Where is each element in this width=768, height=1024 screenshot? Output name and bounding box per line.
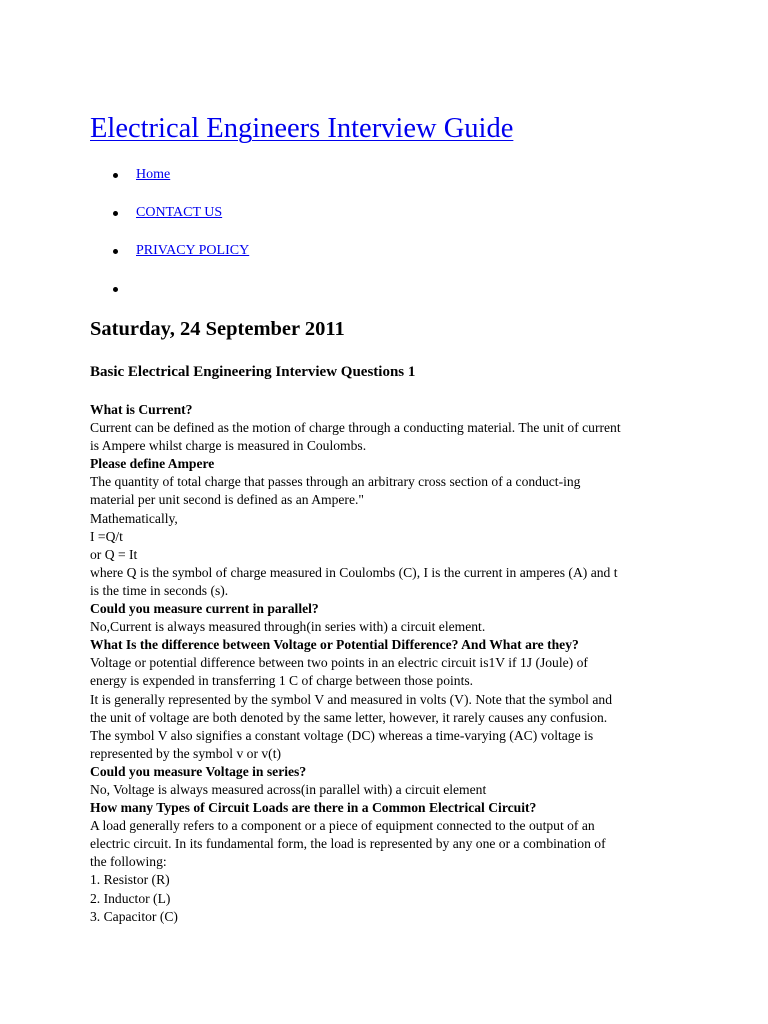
date-header: Saturday, 24 September 2011 (90, 318, 345, 340)
site-title (90, 109, 513, 149)
body-text-line: material per unit second is defined as an Ampere." (90, 492, 364, 508)
nav-link-home[interactable]: Home (136, 167, 171, 182)
bullet-icon (113, 173, 118, 178)
question-heading: Could you measure current in parallel? (90, 601, 319, 617)
body-text-line: energy is expended in transferring 1 C of charge between those points. (90, 673, 474, 689)
post-title: Basic Electrical Engineering Interview Questions 1 (90, 364, 416, 380)
nav-item-contact-us (90, 203, 490, 223)
question-heading: What Is the difference between Voltage or Potential Difference? And What are they? (90, 637, 579, 653)
body-text-line: Voltage or potential difference between two points in an electric circuit is1V if 1J (Joule) of (90, 655, 588, 671)
body-text-line: No, Voltage is always measured across(in parallel with) a circuit element (90, 781, 487, 797)
nav-item-home (90, 165, 490, 185)
nav-item-empty (90, 279, 490, 299)
nav-link-contact-us[interactable]: CONTACT US (136, 205, 223, 220)
body-text-line: is Ampere whilst charge is measured in Coulombs. (90, 438, 367, 454)
question-heading: Please define Ampere (90, 456, 215, 472)
bullet-icon (113, 211, 118, 216)
nav-link-privacy-policy[interactable]: PRIVACY POLICY (136, 243, 250, 258)
body-text-line: 1. Resistor (R) (90, 872, 170, 888)
question-heading: Could you measure Voltage in series? (90, 763, 307, 779)
body-text-line: It is generally represented by the symbol V and measured in volts (V). Note that the symbol and (90, 691, 612, 707)
body-text-line: or Q = It (90, 546, 138, 562)
question-heading: What is Current? (90, 402, 193, 417)
body-text-line: is the time in seconds (s). (90, 582, 229, 598)
body-text-line: the following: (90, 854, 167, 870)
question-heading: How many Types of Circuit Loads are there in a Common Electrical Circuit? (90, 800, 537, 816)
site-title-link[interactable]: Electrical Engineers Interview Guide (90, 113, 514, 144)
body-text-line: 2. Inductor (L) (90, 890, 171, 906)
body-text-line: where Q is the symbol of charge measured in Coulombs (C), I is the current in amperes (A) and t (90, 564, 618, 580)
bullet-icon (113, 249, 118, 254)
bullet-icon (113, 287, 118, 292)
body-text-line: A load generally refers to a component or a piece of equipment connected to the output of an (90, 818, 595, 834)
body-text-line: The quantity of total charge that passes through an arbitrary cross section of a conduct-ing (90, 474, 581, 490)
nav-item-privacy-policy (90, 241, 490, 261)
body-text-line: Mathematically, (90, 510, 178, 526)
body-text-line: Current can be defined as the motion of charge through a conducting material. The unit of current (90, 420, 621, 436)
post-body (90, 401, 685, 926)
body-text-line: I =Q/t (90, 528, 123, 544)
body-text-line: The symbol V also signifies a constant voltage (DC) whereas a time-varying (AC) voltage is (90, 727, 594, 743)
body-text-line: No,Current is always measured through(in series with) a circuit element. (90, 619, 486, 635)
body-text-line: electric circuit. In its fundamental form, the load is represented by any one or a combination of (90, 836, 606, 852)
body-text-line: 3. Capacitor (C) (90, 908, 178, 924)
body-text-line: represented by the symbol v or v(t) (90, 745, 282, 761)
body-text-line: the unit of voltage are both denoted by the same letter, however, it rarely causes any confusion. (90, 709, 608, 725)
